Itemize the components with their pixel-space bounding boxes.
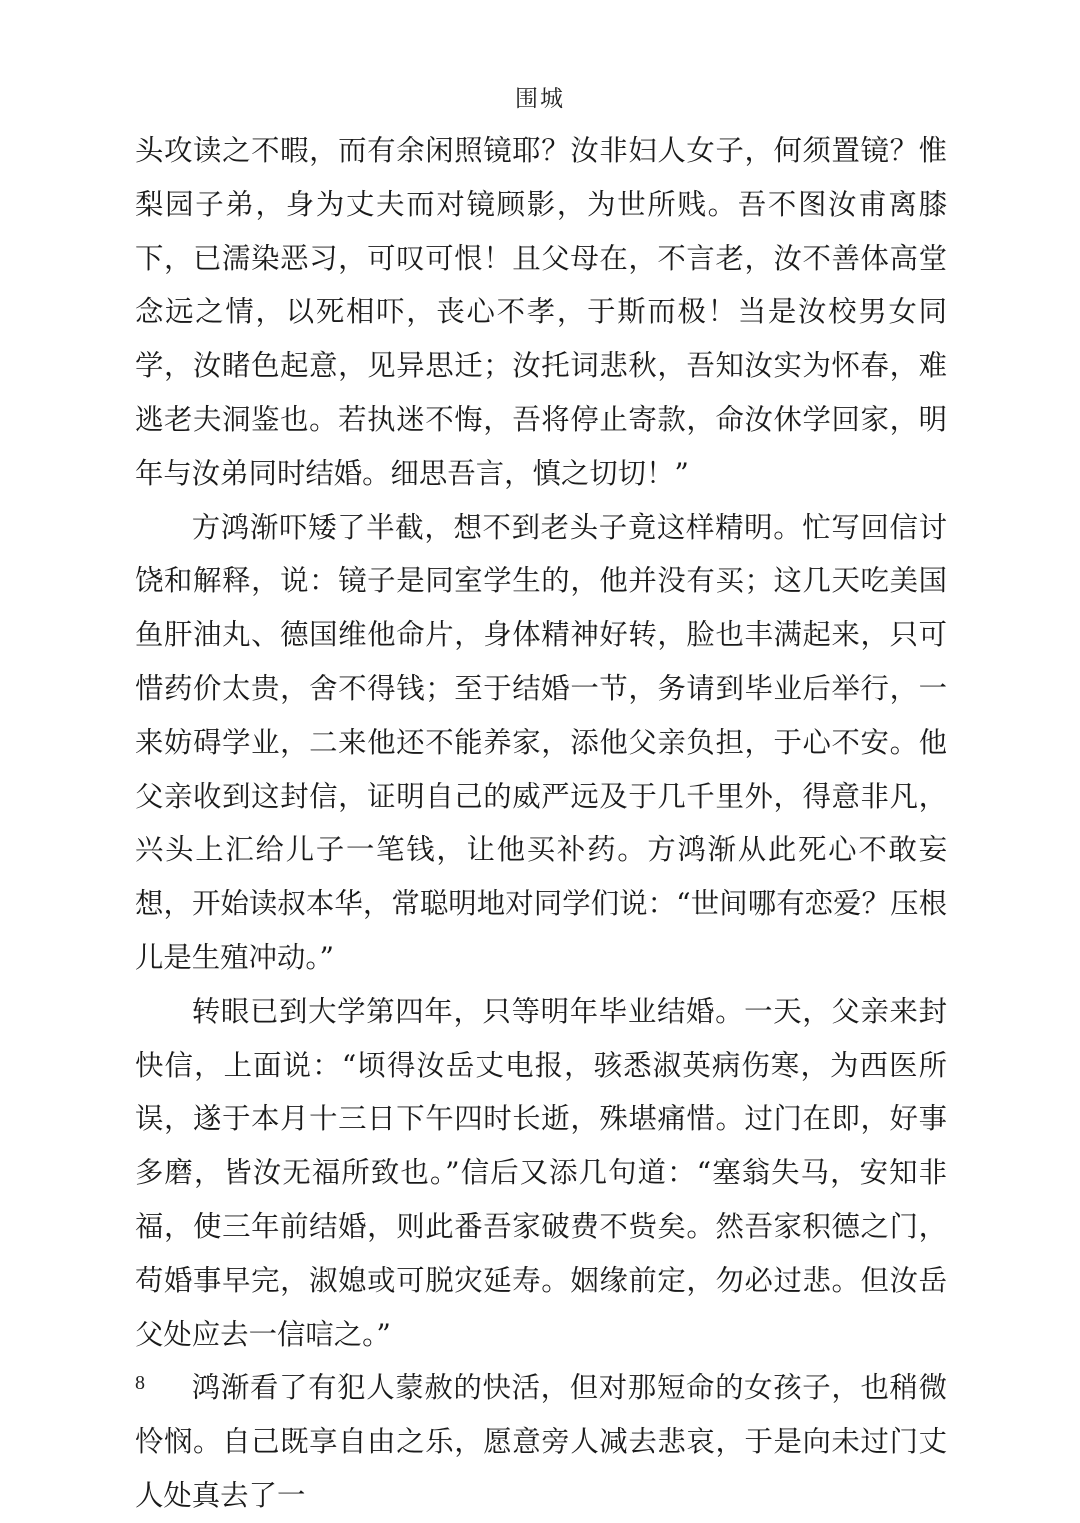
paragraph: 鸿渐看了有犯人蒙赦的快活，但对那短命的女孩子，也稍微怜悯。自己既享自由之乐，愿意旁人减去悲哀，于是向未过门丈人处真去了一 [135,1371,947,1512]
paragraph: 方鸿渐吓矮了半截，想不到老头子竟这样精明。忙写回信讨饶和解释，说：镜子是同室学生的，他并没有买；这几天吃美国鱼肝油丸、德国维他命片，身体精神好转，脸也丰满起来，只可惜药价太贵，舍不得钱；至于结婚一节，务请到毕业后举行，一来妨碍学业，二来他还不能养家，添他父亲负担，于心不安。他父亲收到这封信，证明自己的威严远及于几千里外，得意非凡，兴头上汇给儿子一笔钱，让他买补药。方鸿渐从此死心不敢妄想，开始读叔本华，常聪明地对同学们说：“世间哪有恋爱？压根儿是生殖冲动。” [135,510,947,974]
body-text [135,124,947,1523]
running-head-title: 围城 [515,86,565,112]
paragraph: 转眼已到大学第四年，只等明年毕业结婚。一天，父亲来封快信，上面说：“顷得汝岳丈电报，骇悉淑英病伤寒，为西医所误，遂于本月十三日下午四时长逝，殊堪痛惜。过门在即，好事多磨，皆汝无福所致也。”信后又添几句道：“塞翁失马，安知非福，使三年前结婚，则此番吾家破费不赀矣。然吾家积德之门，苟婚事早完，淑媳或可脱灾延寿。姻缘前定，勿必过悲。但汝岳父处应去一信唁之。” [135,994,947,1351]
paragraph: 头攻读之不暇，而有余闲照镜耶？汝非妇人女子，何须置镜？惟梨园子弟，身为丈夫而对镜顾影，为世所贱。吾不图汝甫离膝下，已濡染恶习，可叹可恨！且父母在，不言老，汝不善体高堂念远之情，以死相吓，丧心不孝，于斯而极！当是汝校男女同学，汝睹色起意，见异思迁；汝托词悲秋，吾知汝实为怀春，难逃老夫洞鉴也。若执迷不悔，吾将停止寄款，命汝休学回家，明年与汝弟同时结婚。细思吾言，慎之切切！” [135,134,947,490]
page-number: 8 [135,1372,145,1394]
